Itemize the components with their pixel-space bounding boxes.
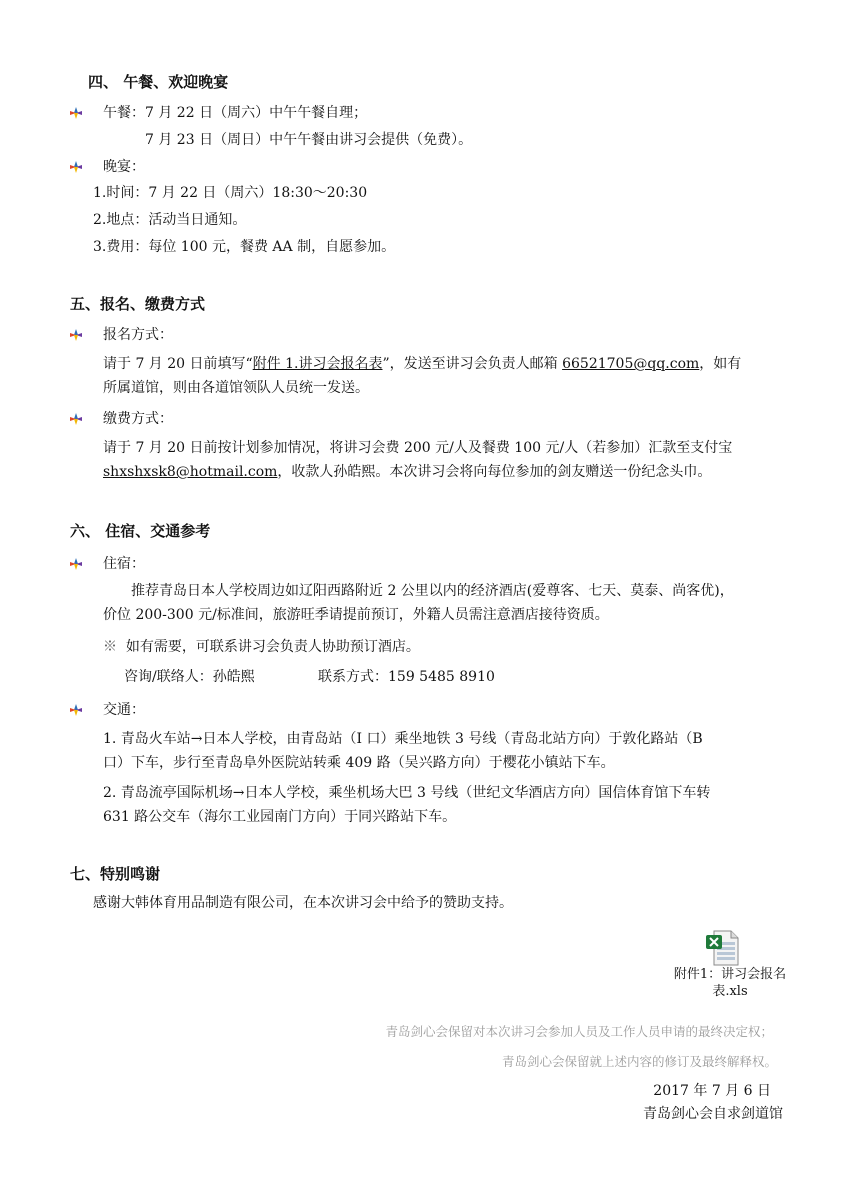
traffic-label: 交通： [103,702,145,718]
traffic-route-1-line-1: 1. 青岛火车站→日本人学校，由青岛站（I 口）乘坐地铁 3 号线（青岛北站方向）于敦化路站（B [103,731,703,747]
traffic-route-2-line-2: 631 路公交车（海尔工业园南门方向）于同兴路站下车。 [103,809,457,825]
dinner-label: 晚宴： [103,159,145,175]
bullet-icon [70,413,82,425]
footer-organization: 青岛剑心会自求剑道馆 [643,1106,783,1122]
footer-date: 2017 年 7 月 6 日 [653,1083,771,1099]
payment-line-2: shxshxsk8@hotmail.com，收款人孙皓熙。本次讲习会将向每位参加的剑友赠送一份纪念头巾。 [103,464,712,480]
accommodation-line-1: 推荐青岛日本人学校周边如辽阳西路附近 2 公里以内的经济酒店(爱尊客、七天、莫泰、尚客优)， [131,583,734,599]
footer-note-1: 青岛剑心会保留对本次讲习会参加人员及工作人员申请的最终决定权； [385,1024,773,1039]
registration-line-1: 请于 7 月 20 日前填写“附件 1.讲习会报名表”，发送至讲习会负责人邮箱 66521705@qq.com，如有 [103,356,742,372]
registration-form-link[interactable]: 附件 1.讲习会报名表 [252,356,383,372]
accommodation-line-2: 价位 200-300 元/标准间，旅游旺季请提前预订，外籍人员需注意酒店接待资质。 [103,607,609,623]
bullet-icon [70,704,82,716]
registration-email-link[interactable]: 66521705@qq.com [562,356,700,372]
dinner-fee: 3.费用：每位 100 元，餐费 AA 制，自愿参加。 [93,239,396,255]
lunch-line-2: 7 月 23 日（周日）中午午餐由讲习会提供（免费）。 [145,132,473,148]
section-4-title: 四、 午餐、欢迎晚宴 [88,73,229,91]
section-5-title: 五、报名、缴费方式 [70,295,206,313]
registration-line-2: 所属道馆，则由各道馆领队人员统一发送。 [103,380,369,396]
attachment-label-line-2: 表.xls [712,984,748,999]
thanks-text: 感谢大韩体育用品制造有限公司，在本次讲习会中给予的赞助支持。 [93,895,513,911]
booking-note: ※ 如有需要，可联系讲习会负责人协助预订酒店。 [103,639,420,655]
attachment-label-line-1: 附件1：讲习会报名 [673,967,787,982]
traffic-route-1-line-2: 口）下车，步行至青岛阜外医院站转乘 409 路（吴兴路方向）于樱花小镇站下车。 [103,755,615,771]
payment-label: 缴费方式： [103,411,173,427]
traffic-route-2-line-1: 2. 青岛流亭国际机场→日本人学校，乘坐机场大巴 3 号线（世纪文华酒店方向）国信体育馆下车转 [103,785,711,801]
dinner-time: 1.时间：7 月 22 日（周六）18:30～20:30 [93,185,368,201]
footer-note-2: 青岛剑心会保留就上述内容的修订及最终解释权。 [501,1054,777,1069]
section-6-title: 六、 住宿、交通参考 [70,522,211,540]
dinner-place: 2.地点：活动当日通知。 [93,212,247,228]
payment-line-1: 请于 7 月 20 日前按计划参加情况，将讲习会费 200 元/人及餐费 100 元/人（若参加）汇款至支付宝 [103,440,733,456]
bullet-icon [70,558,82,570]
bullet-icon [70,329,82,341]
payment-email-link[interactable]: shxshxsk8@hotmail.com [103,464,278,480]
lunch-label: 午餐：7 月 22 日（周六）中午午餐自理； [103,105,368,121]
registration-label: 报名方式： [103,327,173,343]
bullet-icon [70,161,82,173]
contact-person: 咨询/联络人：孙皓熙 [124,669,255,685]
contact-phone: 联系方式：159 5485 8910 [318,669,495,685]
accommodation-label: 住宿： [103,556,145,572]
section-7-title: 七、特别鸣谢 [70,865,161,883]
excel-file-icon[interactable] [705,930,739,966]
attachment-object[interactable] [660,930,800,1002]
bullet-icon [70,107,82,119]
